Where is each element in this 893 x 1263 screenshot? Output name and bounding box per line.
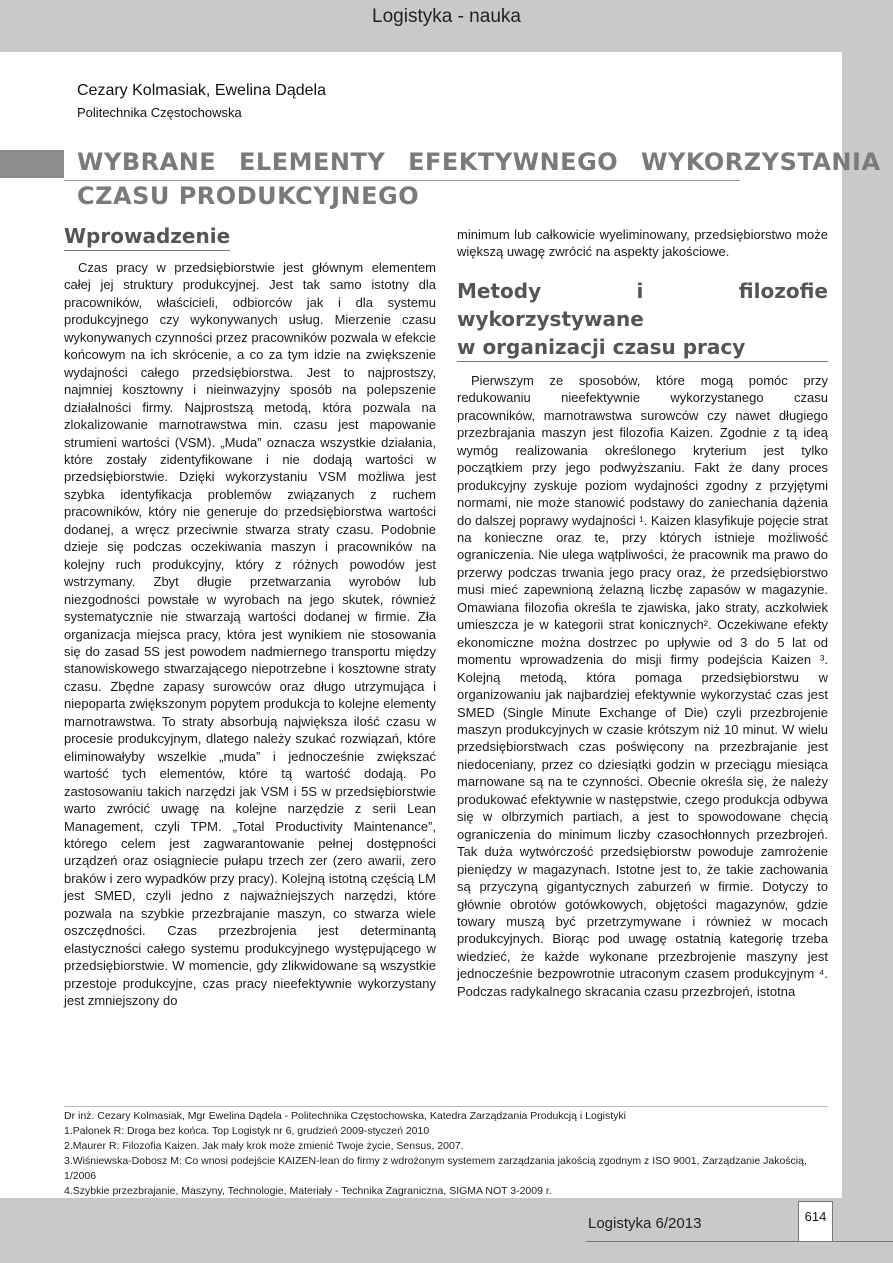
footnote-2: 2.Maurer R: Filozofia Kaizen. Jak mały krok może zmienić Twoje życie, Sensus, 2007. [64,1140,464,1152]
running-header: Logistyka - nauka [372,6,521,27]
footer-rule [586,1241,893,1242]
methods-paragraph: Pierwszym ze sposobów, które mogą pomóc przy redukowaniu nieefektywnie wykorzystanego czasu pracowników, marnotrawstwa surowców czy nawet długiego przezbrajania maszyn jest filozofia Kaizen. Zgodnie z tą ideą wymóg realizowania określonego kryterium jest tylko początkiem przy jego podwyższaniu. Fakt że dany proces produkcyjny zyskuje poziom wydajności zgodny z przyjętymi normami, nie może stanowić podstawy do zaniechania dążenia do dalszej poprawy wydajności ¹. Kaizen klasyfikuje pojęcie strat na konieczne oraz te, przy których istnieje możliwość ograniczenia. Nie ulega wątpliwości, że pracownik ma prawo do przerwy podczas trwania jego pracy oraz, że przedsiębiorstwo musi mieć zapewnioną żelazną liczbę zapasów w magazynie. Omawiana filozofia określa te zjawiska, jako straty, aczkolwiek umieszcza je w kategorii strat konicznych². Oczekiwane efekty ekonomiczne można dostrzec po upływie od 3 do 5 lat od momentu wprowadzenia do misji firmy podejścia Kaizen ³. Kolejną metodą, która pomaga przedsiębiorstwu w organizowaniu jak najbardziej efektywnie wykorzystać czas jest SMED (Single Minute Exchange of Die) czyli przezbrojenie maszyn produkcyjnych w czasie krótszym niż 10 minut. W wielu przedsiębiorstwach czas poświęcony na przezbrajanie jest niedoceniany, przez co dziesiątki godzin w przeciągu miesiąca marnowane są na te czynności. Obecnie określa się, że należy produkować efektywnie w następstwie, czego produkcja odbywa się w olbrzymich partiach, a jest to spowodowane chęcią ograniczenia do minimum liczby czasochłonnych przezbrojeń. Tak duża wytwórczość przedsiębiorstw powoduje zamrożenie pieniędzy w magazynach. Istotne jest to, że takie zachowania są przyczyną gigantycznych zaburzeń w firmie. Dotyczy to głównie obrotów gotówkowych, objętości magazynów, gdzie towary muszą być przetrzymywane i również w mocach produkcyjnych. Biorąc pod uwagę ostatnią kategorię trzeba wiedzieć, że każde wykonane przezbrojenie maszyny jest jednocześnie bezpowrotnie utraconym czasem produkcyjnym ⁴. Podczas radykalnego skracania czasu przezbrojeń, istotna [457,372,828,999]
methods-heading [457,277,828,362]
footnote-affiliation: Dr inż. Cezary Kolmasiak, Mgr Ewelina Dądela - Politechnika Częstochowska, Katedra Zarządzania Produkcją i Logistyki [64,1110,626,1122]
page-number: 614 [798,1201,833,1241]
footnote-4: 4.Szybkie przezbrajanie, Maszyny, Technologie, Materiały - Technika Zagraniczna, SIGMA NOT 3-2009 r. [64,1185,552,1197]
methods-heading-line-1: Metody i filozofie wykorzystywane [457,278,828,331]
footnote-3: 3.Wiśniewska-Dobosz M: Co wnosi podejście KAIZEN-lean do firmy z wdrożonym systemem zarządzania jakością zgodnym z ISO 9001, Zarządzanie Jakością, 1/2006 [64,1155,807,1182]
footnotes [64,1106,828,1199]
methods-heading-line-2: w organizacji czasu pracy [457,333,745,362]
intro-continued-paragraph: minimum lub całkowicie wyeliminowany, przedsiębiorstwo może większą uwagę zwrócić na aspekty jakościowe. [457,227,828,260]
article-title [77,145,881,213]
authors: Cezary Kolmasiak, Ewelina Dądela [77,82,326,99]
title-rule [64,180,740,181]
title-line-2: CZASU PRODUKCYJNEGO [77,182,420,210]
right-column [457,226,828,1000]
article-page [0,52,881,1198]
title-line-1: WYBRANE ELEMENTY EFEKTYWNEGO WYKORZYSTANIA [77,148,881,176]
left-column [64,222,436,1009]
intro-heading: Wprowadzenie [64,222,230,251]
title-accent-bar [0,150,64,178]
intro-paragraph: Czas pracy w przedsiębiorstwie jest głównym elementem całej jej struktury produkcyjnej. Jest tak samo istotny dla pracowników, właścicieli, odbiorców jak i dla systemu produkcyjnego czy wykonywanych usług. Mierzenie czasu wykonywanych czynności przez pracowników pozwala w efekcie końcowym na ich skrócenie, a co za tym idzie na zwiększenie wydajności całego przedsiębiorstwa. Jest to najprostszy, najmniej kosztowny i nieinwazyjny sposób na polepszenie działalności firmy. Najprostszą metodą, która pozwala na zlokalizowanie marnotrawstwa min. czasu jest mapowanie strumieni wartości (VSM). „Muda” oznacza wszystkie działania, które zostały zidentyfikowane i nie dodają wartości w przedsiębiorstwie. Dzięki wykorzystaniu VSM możliwa jest szybka identyfikacja problemów związanych z ruchem pracowników, który nie generuje do przedsiębiorstwa wartości dodanej, a wręcz przeciwnie stwarza straty czasu. Podobnie dzieje się podczas oczekiwania maszyn i pracowników na kolejny ruch produkcyjny, który z różnych powodów jest wstrzymany. Zbyt długie przetwarzania wyrobów lub niezgodności powstałe w wyrobach na jego skutek, również systematycznie nie stwarzają wartości dodanej w firmie. Zła organizacja miejsca pracy, która jest wynikiem nie stosowania się do zasad 5S jest powodem nadmiernego transportu między stanowiskowego stwarzającego niepotrzebne i kosztowne straty czasu. Zbędne zapasy surowców oraz długo utrzymująca i niepoparta zwiększonym popytem produkcja to kolejne elementy marnotrawstwa. To straty absorbują największa ilość czasu w procesie produkcyjnym, dlatego należy szukać rozwiązań, które eliminowałyby wszelkie „muda” i jednocześnie zwiększać wartość tych elementów, które tą wartość dodają. Po zastosowaniu takich narzędzi jak VSM i 5S w przedsiębiorstwie warto zwrócić uwagę na kolejne narzędzie z serii Lean Management, czyli TPM. „Total Productivity Maintenance”, którego celem jest zagwarantowanie pełnej dostępności urządzeń oraz osiągniecie pułapu trzech zer (zero awarii, zero braków i zero wypadków przy pracy). Kolejną istotną częścią LM jest SMED, czyli jedno z najważniejszych narzędzi, które pozwala na szybkie przezbrajanie maszyn, co stwarza wiele oszczędności. Czas przezbrojenia jest determinantą elastyczności całego systemu produkcyjnego występującego w przedsiębiorstwie. W momencie, gdy zlikwidowane są wszystkie przestoje produkcyjne, czas pracy nieefektywnie wykorzystany jest zmniejszony do [64,260,436,1009]
footnote-1: 1.Palonek R: Droga bez końca. Top Logistyk nr 6, grudzień 2009-styczeń 2010 [64,1125,430,1137]
journal-issue: Logistyka 6/2013 [588,1215,702,1232]
affiliation: Politechnika Częstochowska [77,105,242,120]
